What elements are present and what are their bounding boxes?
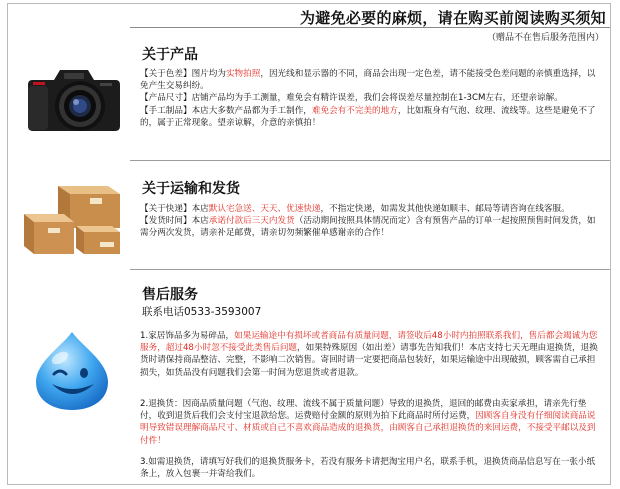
camera-icon	[24, 58, 124, 136]
product-item-size: 【产品尺寸】店铺产品均为手工测量，难免会有精许误差，我们会将误差尽量控制在1-3CM左右，还望亲谅解。	[140, 93, 563, 104]
section-title-product: 关于产品	[142, 47, 198, 63]
product-paragraphs	[140, 68, 602, 129]
service-item-1: 1.家居饰品多为易碎品，如果运输途中有损坏或者商品有质量问题，请签收后48小时内拍照联系我们，售后都会竭诚为您服务，超过48小时忽不接受此类售后问题，如果特殊原因（如出差）请事先告知我们！本店支持七天无理由退换货，退换货时请保持商品整洁、完整，不影响二次销售。寄回时请一定要把商品包装好，如果运输途中出现破损，顾客需自己承担损失，如货品没有问题我们会第一时间为您退货或者退款。	[140, 331, 598, 378]
product-item-color: 【关于色差】图片均为实物拍照，因光线和显示器的不同，商品会出现一定色差，请不能接受色差问题的亲慎重选择，以免产生交易纠纷。	[140, 69, 596, 92]
section-divider	[130, 269, 610, 270]
shipping-item-courier: 【关于快递】本店默认宅急送、天天、优速快递，不指定快递，如需发其他快递如顺丰、邮局等请咨询在线客服。	[140, 204, 570, 214]
product-item-handmade: 【手工制品】本店大多数产品都为手工制作，难免会有不完美的地方，比如瓶身有气泡、纹理、流线等。这些是避免不了的，属于正常现象。望亲谅解，介意的亲慎拍！	[140, 105, 596, 128]
page-title: 为避免必要的麻烦，请在购买前阅读购买须知	[299, 9, 606, 27]
section-divider	[130, 160, 610, 161]
gift-note: （赠品不在售后服务范围内）	[486, 33, 604, 43]
contact-phone: 联系电话0533-3593007	[142, 306, 262, 318]
service-item-3: 3.如需退换货，请填写好我们的退换货服务卡，若没有服务卡请把淘宝用户名，联系手机，退换货商品信息写在一张小纸条上，放入包裹一并寄给我们。	[140, 457, 596, 480]
shipping-paragraphs	[140, 203, 602, 240]
section-title-shipping: 关于运输和发货	[142, 181, 240, 197]
header-divider	[130, 27, 610, 28]
service-item-2: 2.退换货：因商品质量问题（气泡、纹理、流线不属于质量问题）导致的退换货，退回的邮费由卖家承担，请亲先行垫付，收到退货后我们会支付宝退款给您。运费赔付金额的原则为拍下此商品时所付运费，因顾客自身没有仔细阅读商品说明导致错误理解商品尺寸、材质或自己不喜欢商品造成的退换货，由顾客自己承担退换货的来回运费，不接受平邮以及到付件！	[140, 399, 596, 446]
boxes-icon	[20, 180, 124, 258]
smiley-drop-icon	[30, 328, 116, 414]
section-title-service: 售后服务	[142, 287, 198, 303]
shipping-item-dispatch: 【发货时间】本店承诺付款后三天内发货（活动期间按照具体情况而定）含有预售产品的订单一起按照预售时间发货，如需分两次发货，请亲补足邮费，请亲切勿频繁催单感谢亲的合作！	[140, 216, 596, 239]
